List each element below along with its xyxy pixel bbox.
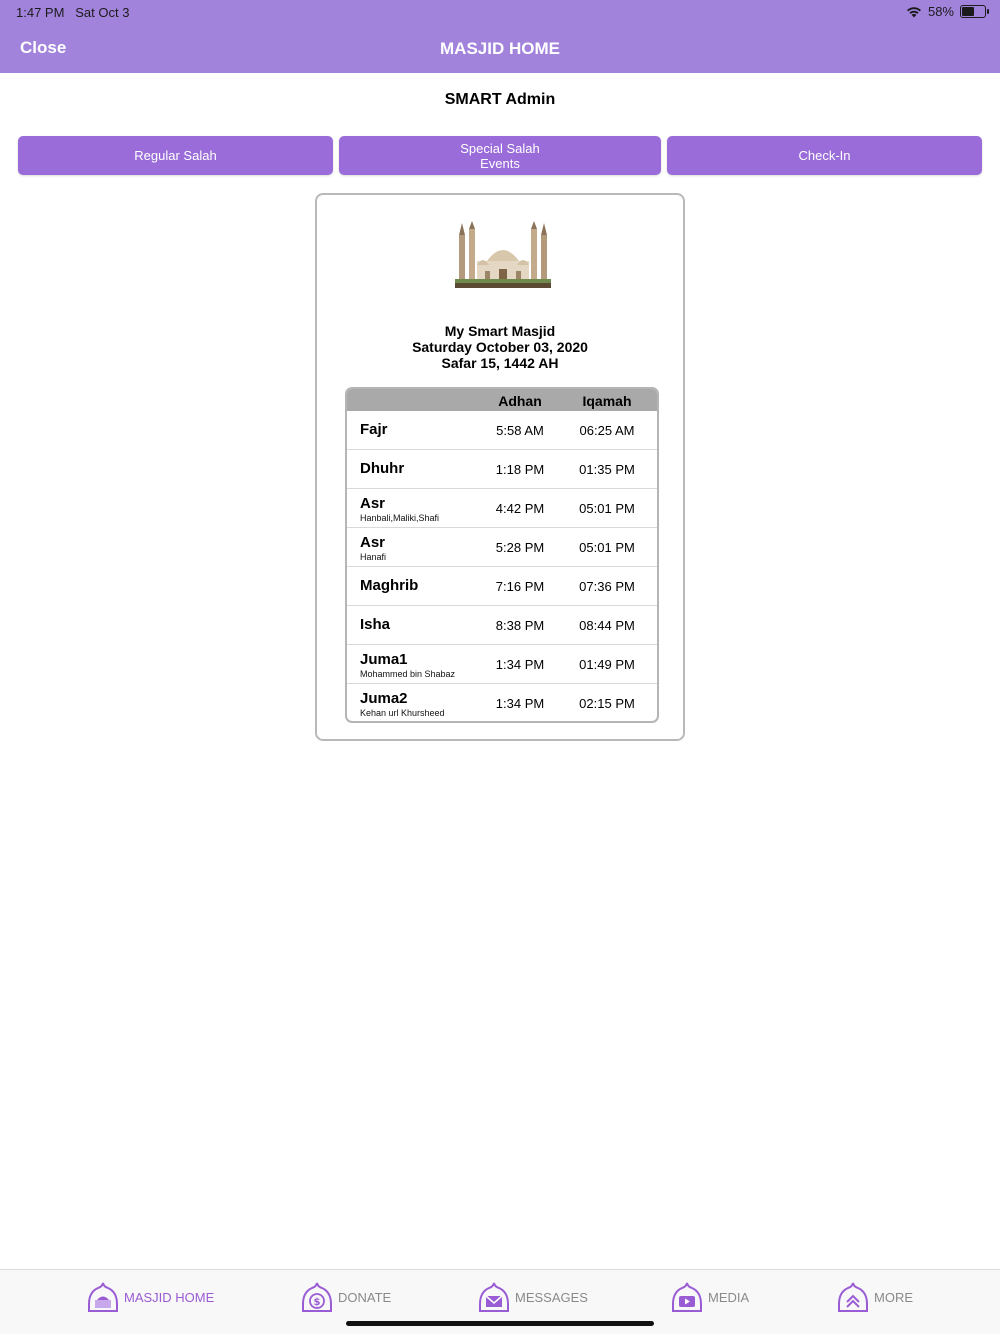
top-bar	[0, 0, 1000, 73]
iqamah-time: 07:36 PM	[579, 579, 635, 594]
nav-title: MASJID HOME	[440, 39, 560, 58]
tab-label: MESSAGES	[515, 1289, 588, 1305]
tab-messages[interactable]	[477, 1280, 588, 1314]
table-row	[347, 411, 657, 450]
status-time: 1:47 PM Sat Oct 3	[16, 5, 130, 20]
prayer-name: Fajr	[360, 421, 388, 438]
gregorian-date: Saturday October 03, 2020	[412, 339, 588, 355]
home-indicator	[346, 1321, 654, 1326]
table-row	[347, 684, 657, 723]
prayer-name: Asr	[360, 495, 386, 512]
tab-label: DONATE	[338, 1289, 392, 1305]
special-salah-line1: Special Salah	[460, 140, 540, 156]
table-row	[347, 528, 657, 567]
tab-label: MEDIA	[708, 1289, 750, 1305]
check-in-label: Check-In	[798, 148, 851, 163]
table-header	[347, 389, 657, 411]
tab-label: MORE	[874, 1289, 913, 1305]
iqamah-time: 05:01 PM	[579, 540, 635, 555]
table-row	[347, 567, 657, 606]
iqamah-time: 06:25 AM	[579, 423, 635, 438]
prayer-name: Juma1	[360, 651, 408, 668]
iqamah-time: 01:35 PM	[579, 462, 635, 477]
wifi-icon	[906, 6, 922, 18]
table-row	[347, 489, 657, 528]
table-row	[347, 450, 657, 489]
table-body	[347, 411, 657, 723]
prayer-subtitle: Mohammed bin Shabaz	[360, 669, 456, 679]
prayer-name: Maghrib	[360, 577, 419, 594]
mosque-image	[455, 221, 551, 289]
regular-salah-label: Regular Salah	[134, 148, 217, 163]
tab-more[interactable]	[836, 1280, 913, 1314]
iqamah-time: 05:01 PM	[579, 501, 635, 516]
prayer-subtitle: Hanbali,Maliki,Shafi	[360, 513, 440, 523]
prayer-subtitle: Hanafi	[360, 552, 387, 562]
salah-times-card	[315, 193, 685, 741]
adhan-time: 4:42 PM	[495, 501, 545, 516]
adhan-time: 7:16 PM	[495, 579, 545, 594]
masjid-name: My Smart Masjid	[444, 323, 556, 339]
tab-donate[interactable]	[300, 1280, 391, 1314]
admin-title: SMART Admin	[444, 91, 556, 108]
adhan-time: 5:28 PM	[495, 540, 545, 555]
iqamah-time: 01:49 PM	[579, 657, 635, 672]
adhan-time: 1:34 PM	[495, 696, 545, 711]
status-indicators	[906, 4, 986, 19]
prayer-name: Asr	[360, 534, 386, 551]
tab-label: MASJID HOME	[124, 1289, 215, 1305]
prayer-subtitle: Kehan url Khursheed	[360, 708, 445, 718]
check-in-button[interactable]	[667, 136, 982, 175]
iqamah-time: 02:15 PM	[579, 696, 635, 711]
adhan-time: 1:34 PM	[495, 657, 545, 672]
tab-media[interactable]	[670, 1280, 749, 1314]
table-row	[347, 645, 657, 684]
iqamah-time: 08:44 PM	[579, 618, 635, 633]
battery-icon	[960, 5, 986, 18]
adhan-time: 1:18 PM	[495, 462, 545, 477]
prayer-name: Isha	[360, 616, 391, 633]
tab-masjid-home[interactable]	[86, 1280, 214, 1314]
masjid-info	[317, 323, 683, 371]
battery-percent: 58%	[927, 4, 954, 19]
battery-level	[962, 7, 974, 16]
svg-text:$: $	[313, 1297, 321, 1308]
prayer-times-table	[345, 387, 659, 723]
masjid-home-icon	[86, 1280, 120, 1314]
hijri-date: Safar 15, 1442 AH	[441, 355, 559, 371]
adhan-header: Adhan	[498, 393, 542, 409]
regular-salah-button[interactable]	[18, 136, 333, 175]
special-salah-line2: Events	[480, 155, 520, 171]
table-row	[347, 606, 657, 645]
adhan-time: 5:58 AM	[496, 423, 544, 438]
prayer-name: Dhuhr	[360, 460, 405, 477]
media-icon	[670, 1280, 704, 1314]
prayer-name: Juma2	[360, 690, 408, 707]
adhan-time: 8:38 PM	[495, 618, 545, 633]
close-button[interactable]: Close	[20, 38, 67, 57]
messages-icon	[477, 1280, 511, 1314]
iqamah-header: Iqamah	[582, 393, 632, 409]
donate-icon	[300, 1280, 334, 1314]
special-salah-events-button[interactable]	[339, 136, 661, 175]
more-icon	[836, 1280, 870, 1314]
